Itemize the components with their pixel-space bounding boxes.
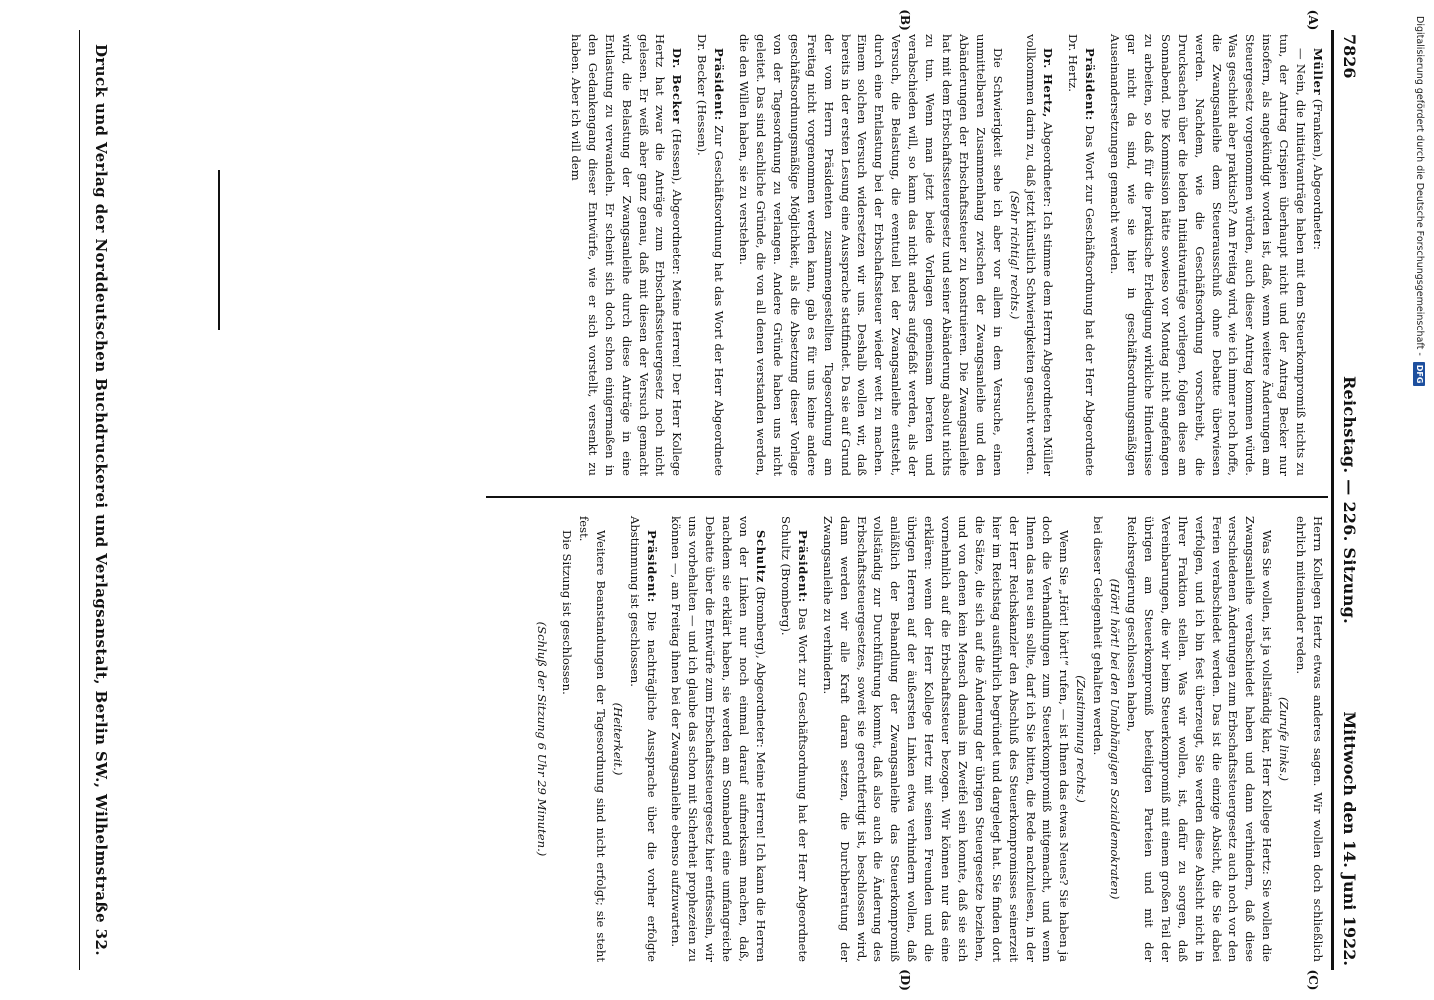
- session-title: Reichstag. — 226. Sitzung.: [1340, 375, 1359, 625]
- speaker-name: Schultz: [754, 530, 768, 583]
- speaker-name: Präsident:: [712, 48, 727, 121]
- paragraph-spacer: [727, 34, 735, 476]
- speaker-paragraph: [626, 516, 660, 962]
- interjection: (Hört! hört! bei den Unabhängigen Sozialdemokraten): [1108, 578, 1123, 900]
- speaker-paragraph: [668, 516, 769, 962]
- paragraph-spacer: [660, 516, 668, 962]
- page-number: 7826: [1340, 34, 1359, 79]
- paragraph: Die Sitzung ist geschlossen.: [560, 530, 575, 695]
- paragraph-spacer: [811, 516, 819, 962]
- speaker-paragraph: [1023, 34, 1057, 476]
- header-rule: [1331, 30, 1334, 970]
- margin-marker-d: (D): [898, 969, 912, 991]
- session-date: Mittwoch den 14. Juni 1922.: [1340, 711, 1359, 966]
- dfg-logo: DFG: [1413, 362, 1425, 387]
- paragraph: Wenn Sie „Hört! hört!“ rufen, — ist Ihnen das etwas Neues? Sie haben ja doch die Verhandlungen zum Steuerkompromiß mitgemacht, und wenn Ihnen das neu sein sollte, darf ich Sie bitten, die Rede nachzulesen, in der der Herr Reichskanzler den Abschluß des Steuerkompromisses seinerzeit hier im Reichstag ausführlich begründet und dargelegt hat. Sie finden dort die Sätze, die sich auf die Änderung der übrigen Steuergesetze beziehen, und von denen kein Mensch damals im Zweifel sein konnte, daß sie sich vornehmlich auf die Erbschaftssteuer bezogen. Wir können nur das eine erklären: wenn der Herr Kollege Hertz mit seinen Freunden und die übrigen Herren auf der äußersten Linken etwa verhindern wollen, daß anläßlich der Behandlung der Zwangsanleihe das Steuerkompromiß vollständig zur Durchführung kommt, daß also auch die Änderung des Erbschaftssteuergesetzes, soweit sie gerechtfertigt ist, beschlossen wird, dann werden wir alle Kraft daran setzen, die Durchberatung der Zwangsanleihe zu verhindern.: [820, 516, 1072, 962]
- paragraph: bei dieser Gelegenheit gehalten werden.: [1091, 516, 1106, 756]
- speaker-paragraph: [777, 516, 811, 962]
- paragraph-spacer: [1056, 34, 1064, 476]
- digitization-note: Digitalisierung gefördert durch die Deutsche Forschungsgemeinschaft -: [1414, 16, 1425, 356]
- speaker-text: Zur Geschäftsordnung hat das Wort der Herr Abgeordnete Dr. Becker (Hessen).: [695, 34, 727, 476]
- speaker-name: Dr. Becker: [670, 48, 685, 124]
- left-column: [567, 34, 1326, 476]
- speaker-text: Die nachträgliche Aussprache über die vorher erfolgte Abstimmung ist geschlossen.: [627, 516, 659, 963]
- speaker-text: Das Wort zur Geschäftsordnung hat der Herr Abgeordnete Dr. Hertz.: [1066, 34, 1098, 477]
- margin-marker-a: (A): [1306, 9, 1320, 31]
- document-page: [20, 0, 1372, 1000]
- interjection: (Sehr richtig! rechts.): [1007, 190, 1022, 320]
- paragraph-spacer: [1098, 34, 1106, 476]
- paragraph: Herrn Kollegen Hertz etwas anderes sagen. Wir wollen doch schließlich ehrlich miteinander reden.: [1294, 516, 1325, 962]
- speaker-paragraph: [1064, 34, 1098, 476]
- speaker-paragraph: [1309, 34, 1326, 476]
- right-column: [533, 516, 1326, 962]
- speaker-paragraph: [567, 34, 685, 476]
- imprint: Druck und Verlag der Norddeutschen Buchdruckerei und Verlagsanstalt, Berlin SW., Wilhelmstraße 32.: [92, 43, 110, 957]
- paragraph: Weitere Beanstandungen der Tagesordnung sind nicht erfolgt; sie steht fest.: [576, 516, 608, 962]
- speaker-name: Dr. Hertz,: [1041, 48, 1056, 118]
- paragraph: Die Schwierigkeit sehe ich aber vor allem in dem Versuche, einen unmittelbaren Zusammenhang zwischen der Zwangsanleihe und den Abänderungen der Erbschaftssteuer zu konstruieren. Die Zwangsanleihe hat mit dem Erbschaftssteuergesetz und seiner Abänderung absolut nichts zu tun. Wenn man jetzt beide Vorlagen gemeinsam beraten und verabschieden will, so kann das nicht anders aufgefaßt werden, als der Versuch, die Belastung, die eventuell bei der Zwangsanleihe entsteht, durch eine Entlastung bei der Erbschaftssteuer wieder wett zu machen. Einem solchen Versuch widersetzen wir uns. Deshalb wollen wir, daß bereits in der ersten Lesung eine Aussprache stattfindet. Da sie auf Grund der vom Herrn Präsidenten zusammengestellten Tagesordnung am Freitag nicht vorgenommen werden kann, gab es für uns keine andere geschäftsordnungsmäßige Möglichkeit, als die Absetzung dieser Vorlage von der Tagesordnung zu verlangen. Andere Gründe haben uns nicht geleitet. Das sind sachliche Gründe, die von all denen verstanden werden, die den Willen haben, sie zu verstehen.: [737, 34, 1005, 476]
- end-rule: [218, 170, 220, 330]
- paragraph: Was Sie wollen, ist ja vollständig klar, Herr Kollege Hertz: Sie wollen die Zwangsanleihe verabschiedet haben und dann verhindern, daß diese verschiedenen Änderungen zum Erbschaftssteuergesetz auch noch vor den Ferien verabschiedet werden. Das ist die einzige Absicht, die Sie dabei verfolgen, und ich bin fest überzeugt, Sie werden diese Absicht nicht in Ihrer Fraktion stellen. Was wir wollen, ist, dafür zu sorgen, daß Vereinbarungen, die wir beim Steuerkompromiß mit einem großen Teil der übrigen am Steuerkompromiß beteiligten Parteien und mit der Reichsregierung geschlossen haben,: [1125, 516, 1275, 962]
- interjection: (Zurufe links.): [1277, 697, 1292, 781]
- paragraph-spacer: [685, 34, 693, 476]
- page-header: [1338, 34, 1360, 966]
- column-divider: [486, 496, 1328, 498]
- speaker-name: Müller: [1311, 48, 1325, 96]
- interjection: (Zustimmung rechts.): [1074, 675, 1089, 803]
- paragraph: — Nein, die Initiativanträge haben mit dem Steuerkompromiß nichts zu tun, der Antrag Crispien überhaupt nicht und der Antrag Becker nur insofern, als angekündigt worden ist, daß, wenn weitere Änderungen am Steuergesetz vorgenommen würden, auch dieser Antrag kommen würde. Was geschieht aber praktisch? Am Freitag wird, wie ich immer noch hoffe, die Zwangsanleihe dem Steuerausschuß ohne Debatte überwiesen werden. Nachdem, wie die Geschäftsordnung vorschreibt, die Drucksachen über die beiden Initiativanträge vorliegen, folgen diese am Sonnabend. Die Kommission hätte sowieso vor Montag nicht angefangen zu arbeiten, so daß für die praktische Erledigung wirkliche Hindernisse gar nicht da sind, wie sie hier in geschäftsordnungsmäßigen Auseinandersetzungen gemacht werden.: [1108, 34, 1309, 476]
- speaker-text: Abgeordneter: Ich stimme dem Herrn Abgeordneten Müller vollkommen darin zu, daß jetzt künstlich Schwierigkeiten gesucht werden.: [1024, 34, 1056, 476]
- interjection: (Heiterkeit.): [610, 702, 625, 776]
- speaker-name: Präsident:: [1083, 48, 1098, 121]
- paragraph-spacer: [550, 516, 558, 962]
- speaker-paragraph: [693, 34, 727, 476]
- margin-marker-c: (C): [1306, 969, 1320, 991]
- speaker-name: Präsident:: [795, 530, 810, 603]
- margin-marker-b: (B): [898, 9, 912, 31]
- speaker-text: (Franken), Abgeordneter:: [1311, 98, 1325, 250]
- speaker-text: Das Wort zur Geschäftsordnung hat der Herr Abgeordnete Schultz (Bromberg).: [778, 516, 810, 963]
- speaker-name: Präsident:: [644, 530, 659, 603]
- speaker-text: (Hessen), Abgeordneter: Meine Herren! Der Herr Kollege Hertz hat zwar die Anträge zum Erbschaftssteuergesetz noch nicht gelesen. Er weiß aber ganz genau, daß mit diesen der Versuch gemacht wird, die Belastung der Zwangsanleihe durch diese Anträge in eine Entlastung zu verwandeln. Er scheint sich doch schon einigermaßen in den Gedankengang dieser Entwürfe, wie er sich vorstellt, versenkt zu haben. Aber ich will dem: [568, 34, 685, 476]
- imprint-rule: [79, 30, 80, 970]
- speaker-text: (Bromberg), Abgeordneter: Meine Herren! Ich kann die Herren von der Linken nur noch einmal darauf aufmerksam machen, daß, nachdem sie erklärt haben, sie werden am Sonnabend eine umfangreiche Debatte über die Entwürfe zum Erbschaftssteuergesetz hier entfesseln, wir uns vorbehalten — und ich glaube das schon mit Sicherheit prophezeien zu können —, am Freitag ihnen bei der Zwangsanleihe ebenso aufzuwarten.: [669, 516, 768, 962]
- digitization-footer: [1404, 10, 1434, 1000]
- paragraph-spacer: [769, 516, 777, 962]
- interjection: (Schluß der Sitzung 6 Uhr 29 Minuten.): [535, 621, 550, 857]
